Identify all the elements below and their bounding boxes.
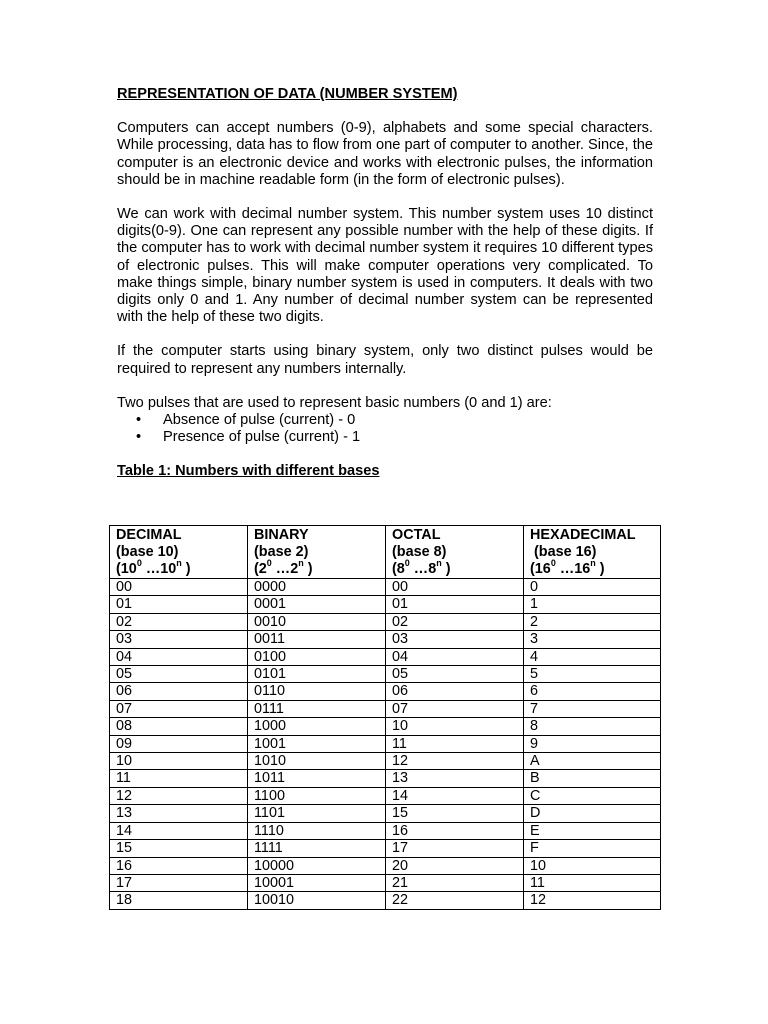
table-cell-binary: 1001: [248, 735, 386, 752]
table-cell-decimal: 17: [110, 874, 248, 891]
column-header-name: HEXADECIMAL: [530, 527, 636, 543]
list-item: [117, 429, 653, 446]
table-cell-octal: 04: [386, 648, 524, 665]
table-cell-decimal: 13: [110, 805, 248, 822]
table-cell-hexadecimal: 12: [524, 892, 661, 909]
table-cell-binary: 1101: [248, 805, 386, 822]
table-cell-octal: 20: [386, 857, 524, 874]
column-header-name: DECIMAL: [116, 527, 182, 543]
table-cell-octal: 10: [386, 718, 524, 735]
table-row: [110, 874, 661, 891]
range-middle: …2: [271, 561, 299, 577]
table-cell-decimal: 08: [110, 718, 248, 735]
table-cell-hexadecimal: B: [524, 770, 661, 787]
column-header-name: OCTAL: [392, 527, 441, 543]
table-cell-binary: 0110: [248, 683, 386, 700]
table-cell-decimal: 04: [110, 648, 248, 665]
table-cell-hexadecimal: D: [524, 805, 661, 822]
table-cell-binary: 1010: [248, 753, 386, 770]
table-cell-decimal: 16: [110, 857, 248, 874]
table-row: [110, 770, 661, 787]
range-close: ): [303, 561, 313, 577]
table-cell-decimal: 11: [110, 770, 248, 787]
range-open: (10: [116, 561, 137, 577]
range-open: (2: [254, 561, 267, 577]
table-cell-decimal: 18: [110, 892, 248, 909]
table-row: [110, 822, 661, 839]
table-row: [110, 892, 661, 909]
range-close: ): [181, 561, 191, 577]
table-cell-binary: 0001: [248, 596, 386, 613]
column-header-range: [254, 558, 379, 578]
table-cell-octal: 01: [386, 596, 524, 613]
table-cell-hexadecimal: 3: [524, 631, 661, 648]
table-row: [110, 613, 661, 630]
pulse-list: [117, 412, 653, 446]
table-cell-octal: 17: [386, 840, 524, 857]
table-cell-hexadecimal: E: [524, 822, 661, 839]
table-cell-decimal: 15: [110, 840, 248, 857]
column-header-name: BINARY: [254, 527, 309, 543]
range-close: ): [595, 561, 605, 577]
table-cell-octal: 22: [386, 892, 524, 909]
table-cell-decimal: 10: [110, 753, 248, 770]
range-middle: …8: [409, 561, 437, 577]
column-header-octal: [386, 526, 524, 579]
table-cell-hexadecimal: 6: [524, 683, 661, 700]
table-cell-decimal: 01: [110, 596, 248, 613]
table-cell-octal: 12: [386, 753, 524, 770]
range-open: (8: [392, 561, 405, 577]
table-cell-binary: 10000: [248, 857, 386, 874]
column-header-base: (base 2): [254, 544, 309, 560]
paragraph-pulses: Two pulses that are used to represent basic numbers (0 and 1) are:: [117, 394, 552, 411]
range-middle: …10: [141, 561, 177, 577]
number-bases-table: [109, 525, 661, 910]
bullet-icon: •: [136, 412, 142, 429]
range-exponent-end: n: [436, 558, 442, 569]
table-cell-decimal: 06: [110, 683, 248, 700]
table-row: [110, 718, 661, 735]
paragraph-intro: Computers can accept numbers (0-9), alphabets and some special characters. While processing, data has to flow from one part of computer to another. Since, the computer is an electronic device and works with electronic pulses, the information should be in machine readable form (in the form of electronic pulses).: [117, 120, 653, 188]
table-cell-hexadecimal: A: [524, 753, 661, 770]
column-header-range: [116, 558, 241, 578]
table-cell-hexadecimal: 1: [524, 596, 661, 613]
table-cell-hexadecimal: 7: [524, 700, 661, 717]
table-cell-octal: 00: [386, 579, 524, 596]
table-cell-octal: 14: [386, 787, 524, 804]
table-row: [110, 700, 661, 717]
table-cell-hexadecimal: 11: [524, 874, 661, 891]
table-caption: Table 1: Numbers with different bases: [117, 463, 380, 480]
table-cell-hexadecimal: 0: [524, 579, 661, 596]
table-cell-decimal: 00: [110, 579, 248, 596]
table-cell-binary: 1111: [248, 840, 386, 857]
table-cell-binary: 1110: [248, 822, 386, 839]
range-close: ): [441, 561, 451, 577]
column-header-base: (base 8): [392, 544, 447, 560]
range-exponent-end: n: [590, 558, 596, 569]
paragraph-decimal: We can work with decimal number system. This number system uses 10 distinct digits(0-9). One can represent any possible number with the help of these digits. If the computer has to work with decimal number system it requires 10 different types of electronic pulses. This will make computer operations very complicated. To make things simple, binary number system is used in computers. It deals with two digits only 0 and 1. Any number of decimal number system can be represented with the help of these two digits.: [117, 206, 653, 326]
table-cell-binary: 0010: [248, 613, 386, 630]
table-cell-octal: 03: [386, 631, 524, 648]
table-body: [110, 579, 661, 910]
range-exponent-start: 0: [404, 558, 410, 569]
table-row: [110, 753, 661, 770]
table-cell-hexadecimal: 4: [524, 648, 661, 665]
table-cell-decimal: 09: [110, 735, 248, 752]
column-header-range: [530, 558, 654, 578]
table-row: [110, 631, 661, 648]
table-cell-decimal: 07: [110, 700, 248, 717]
table-row: [110, 648, 661, 665]
column-header-range: [392, 558, 517, 578]
table-cell-binary: 1000: [248, 718, 386, 735]
column-header-hexadecimal: [524, 526, 661, 579]
table-row: [110, 666, 661, 683]
table-row: [110, 840, 661, 857]
table-cell-octal: 13: [386, 770, 524, 787]
table-cell-hexadecimal: F: [524, 840, 661, 857]
range-exponent-end: n: [176, 558, 182, 569]
table-row: [110, 683, 661, 700]
column-header-binary: [248, 526, 386, 579]
table-cell-hexadecimal: 10: [524, 857, 661, 874]
table-cell-decimal: 05: [110, 666, 248, 683]
table-cell-octal: 15: [386, 805, 524, 822]
table-cell-binary: 0011: [248, 631, 386, 648]
list-item: [117, 412, 653, 429]
range-exponent-end: n: [298, 558, 304, 569]
table-cell-binary: 1100: [248, 787, 386, 804]
table-row: [110, 596, 661, 613]
column-header-base: (base 10): [116, 544, 179, 560]
table-cell-binary: 0111: [248, 700, 386, 717]
table-cell-octal: 05: [386, 666, 524, 683]
table-cell-decimal: 02: [110, 613, 248, 630]
table-cell-binary: 10001: [248, 874, 386, 891]
table-cell-octal: 07: [386, 700, 524, 717]
range-exponent-start: 0: [550, 558, 556, 569]
table-cell-hexadecimal: 8: [524, 718, 661, 735]
table-cell-binary: 0101: [248, 666, 386, 683]
table-row: [110, 857, 661, 874]
table-cell-hexadecimal: C: [524, 787, 661, 804]
column-header-base: (base 16): [534, 544, 597, 560]
table-cell-binary: 1011: [248, 770, 386, 787]
table-cell-decimal: 03: [110, 631, 248, 648]
table-row: [110, 805, 661, 822]
range-middle: …16: [555, 561, 591, 577]
table-cell-decimal: 14: [110, 822, 248, 839]
document-title: REPRESENTATION OF DATA (NUMBER SYSTEM): [117, 86, 458, 102]
list-item-text: Presence of pulse (current) - 1: [163, 429, 361, 446]
column-header-decimal: [110, 526, 248, 579]
table-cell-binary: 10010: [248, 892, 386, 909]
document-page: [117, 86, 653, 481]
list-item-text: Absence of pulse (current) - 0: [163, 412, 356, 429]
table-cell-octal: 06: [386, 683, 524, 700]
table-header-row: [110, 526, 661, 579]
table-cell-octal: 02: [386, 613, 524, 630]
table-cell-hexadecimal: 5: [524, 666, 661, 683]
table-cell-octal: 16: [386, 822, 524, 839]
paragraph-binary: If the computer starts using binary system, only two distinct pulses would be required to represent any numbers internally.: [117, 343, 653, 377]
range-open: (16: [530, 561, 551, 577]
table-cell-octal: 21: [386, 874, 524, 891]
table-cell-binary: 0000: [248, 579, 386, 596]
table-cell-hexadecimal: 2: [524, 613, 661, 630]
range-exponent-start: 0: [266, 558, 272, 569]
range-exponent-start: 0: [136, 558, 142, 569]
table-row: [110, 735, 661, 752]
table-cell-binary: 0100: [248, 648, 386, 665]
table-cell-hexadecimal: 9: [524, 735, 661, 752]
bullet-icon: •: [136, 429, 142, 446]
table-cell-decimal: 12: [110, 787, 248, 804]
table-cell-octal: 11: [386, 735, 524, 752]
table-row: [110, 579, 661, 596]
table-row: [110, 787, 661, 804]
